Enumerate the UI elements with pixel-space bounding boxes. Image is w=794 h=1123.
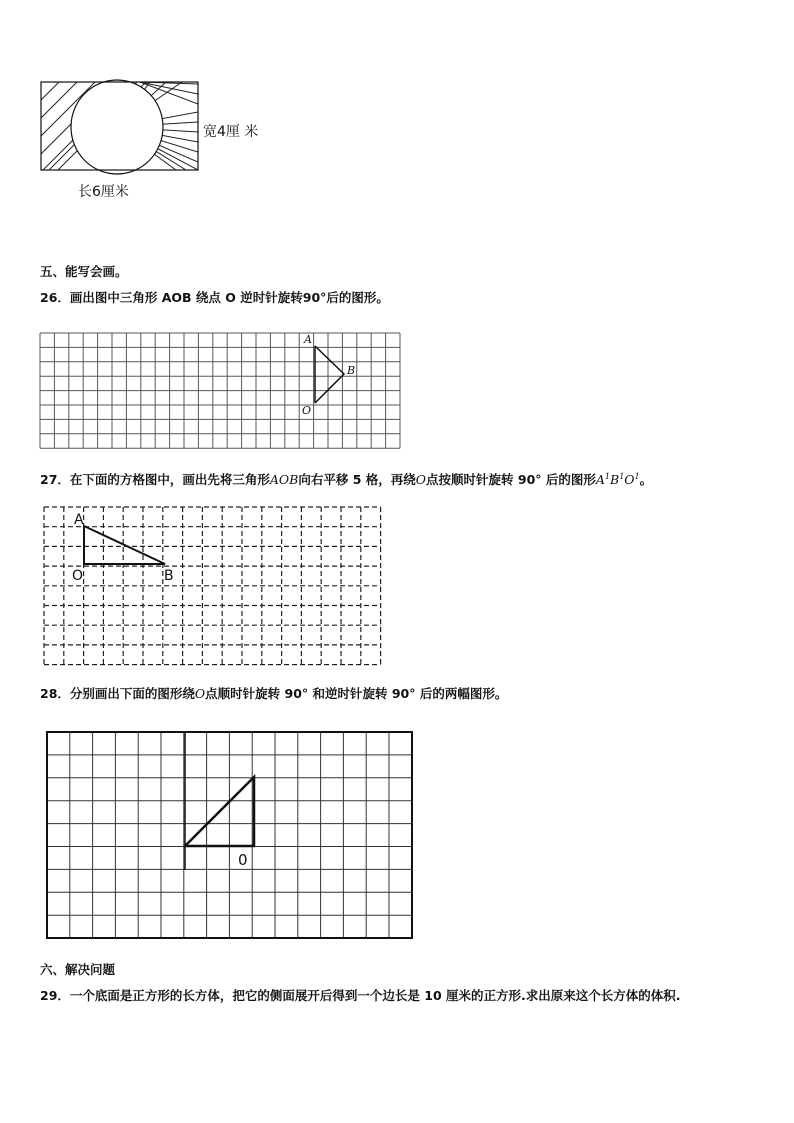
length-label: 长6厘米 <box>78 184 129 200</box>
q27-text-b: 向右平移 5 格，再绕 <box>298 472 416 488</box>
q27-label-o: O <box>72 568 84 584</box>
q28-text-a: 28．分别画出下面的图形绕 <box>40 686 195 701</box>
q27-result-a-sup: 1 <box>604 472 611 481</box>
q26-label-o: O <box>302 404 312 417</box>
q27-result-o-sup: 1 <box>634 472 640 481</box>
q28-point: O <box>194 686 206 701</box>
width-label: 宽4厘 米 <box>203 124 259 140</box>
q28-text-b: 点顺时针旋转 90° 和逆时针旋转 90° 后的两幅图形。 <box>205 686 508 701</box>
q27-result-a: A <box>595 472 605 488</box>
q27-point: O <box>415 472 427 488</box>
q27-result-b: B <box>610 472 620 488</box>
q26-text: 26．画出图中三角形 AOB 绕点 O 逆时针旋转90°后的图形。 <box>40 290 389 305</box>
q27-result-o: O <box>624 472 635 488</box>
q27-text-c: 点按顺时针旋转 90° 后的图形 <box>426 472 596 488</box>
q27-text-a: 27．在下面的方格图中，画出先将三角形 <box>40 472 270 488</box>
q28-label-o: 0 <box>238 851 248 869</box>
section-six-heading: 六、解决问题 <box>40 962 116 977</box>
q29-text: 29．一个底面是正方形的长方体，把它的侧面展开后得到一个边长是 10 厘米的正方形.求出原来这个长方体的体积. <box>40 988 681 1003</box>
q27-triangle-name: AOB <box>269 472 299 488</box>
q27-label-b: B <box>164 568 174 584</box>
q26-label-a: A <box>304 333 312 346</box>
q26-label-b: B <box>347 364 356 377</box>
q27-result-b-sup: 1 <box>619 472 625 481</box>
section-five-heading: 五、能写会画。 <box>40 264 128 279</box>
q27-label-a: A <box>74 512 84 528</box>
q27-end: 。 <box>639 472 653 488</box>
